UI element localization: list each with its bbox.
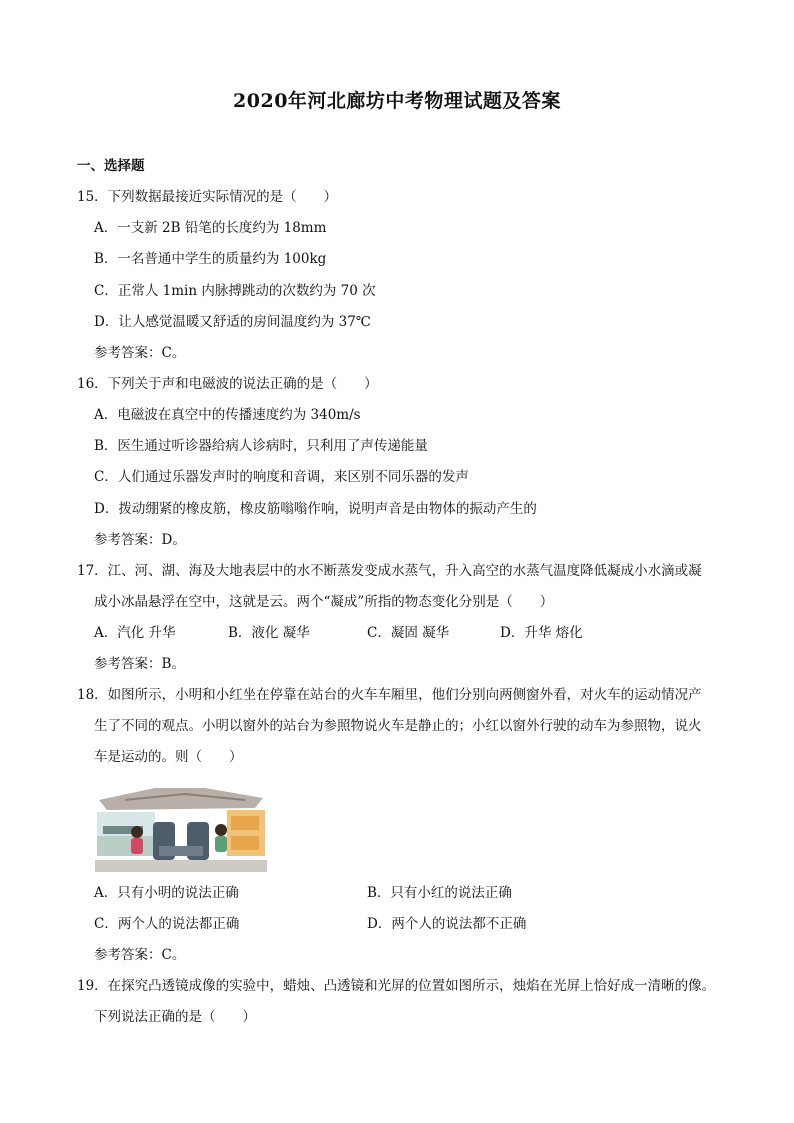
question-15-option-a: A．一支新 2B 铅笔的长度约为 18mm: [94, 220, 327, 236]
section-heading: 一、选择题: [77, 158, 145, 174]
train-carriage-illustration: [95, 786, 267, 872]
question-17-answer: 参考答案：B。: [94, 656, 185, 672]
question-18-stem-line-1: 18．如图所示，小明和小红坐在停靠在站台的火车车厢里，他们分别向两侧窗外看，对火车的运动情况产: [77, 687, 702, 703]
question-16-stem: 16．下列关于声和电磁波的说法正确的是（ ）: [77, 376, 378, 392]
question-15-stem: 15．下列数据最接近实际情况的是（ ）: [77, 189, 338, 205]
question-16-option-b: B．医生通过听诊器给病人诊病时，只利用了声传递能量: [94, 438, 428, 454]
question-16-answer: 参考答案：D。: [94, 532, 186, 548]
question-16-option-a: A．电磁波在真空中的传播速度约为 340m/s: [94, 407, 361, 423]
question-18-stem-line-2: 生了不同的观点。小明以窗外的站台为参照物说火车是静止的；小红以窗外行驶的动车为参照物，说火: [94, 718, 702, 734]
question-17-option-d: D．升华 熔化: [500, 625, 583, 641]
question-18-option-c: C．两个人的说法都正确: [94, 916, 240, 932]
question-18-option-a: A．只有小明的说法正确: [94, 885, 239, 901]
question-18-answer: 参考答案：C。: [94, 947, 186, 963]
question-17-option-c: C．凝固 凝华: [367, 625, 450, 641]
question-16-option-c: C．人们通过乐器发声时的响度和音调，来区别不同乐器的发声: [94, 469, 469, 485]
question-15-option-d: D．让人感觉温暖又舒适的房间温度约为 37℃: [94, 314, 371, 330]
question-19-stem-line-1: 19．在探究凸透镜成像的实验中，蜡烛、凸透镜和光屏的位置如图所示，烛焰在光屏上恰好成一清晰的像。: [77, 978, 716, 994]
question-15-option-c: C．正常人 1min 内脉搏跳动的次数约为 70 次: [94, 283, 376, 299]
question-17-option-b: B．液化 凝华: [228, 625, 310, 641]
question-17-stem-line-2: 成小冰晶悬浮在空中，这就是云。两个“凝成”所指的物态变化分别是（ ）: [94, 594, 554, 610]
question-17-stem-line-1: 17．江、河、湖、海及大地表层中的水不断蒸发变成水蒸气，升入高空的水蒸气温度降低凝成小水滴或凝: [77, 563, 702, 579]
question-15-option-b: B．一名普通中学生的质量约为 100kg: [94, 251, 327, 267]
question-19-stem-line-2: 下列说法正确的是（ ）: [94, 1009, 256, 1025]
question-18-option-b: B．只有小红的说法正确: [367, 885, 512, 901]
question-16-option-d: D．拨动绷紧的橡皮筋，橡皮筋嗡嗡作响，说明声音是由物体的振动产生的: [94, 501, 537, 517]
question-15-answer: 参考答案：C。: [94, 345, 186, 361]
question-18-option-d: D．两个人的说法都不正确: [367, 916, 527, 932]
question-17-option-a: A．汽化 升华: [94, 625, 176, 641]
question-18-stem-line-3: 车是运动的。则（ ）: [94, 749, 243, 765]
page-title: 2020年河北廊坊中考物理试题及答案: [233, 90, 561, 112]
